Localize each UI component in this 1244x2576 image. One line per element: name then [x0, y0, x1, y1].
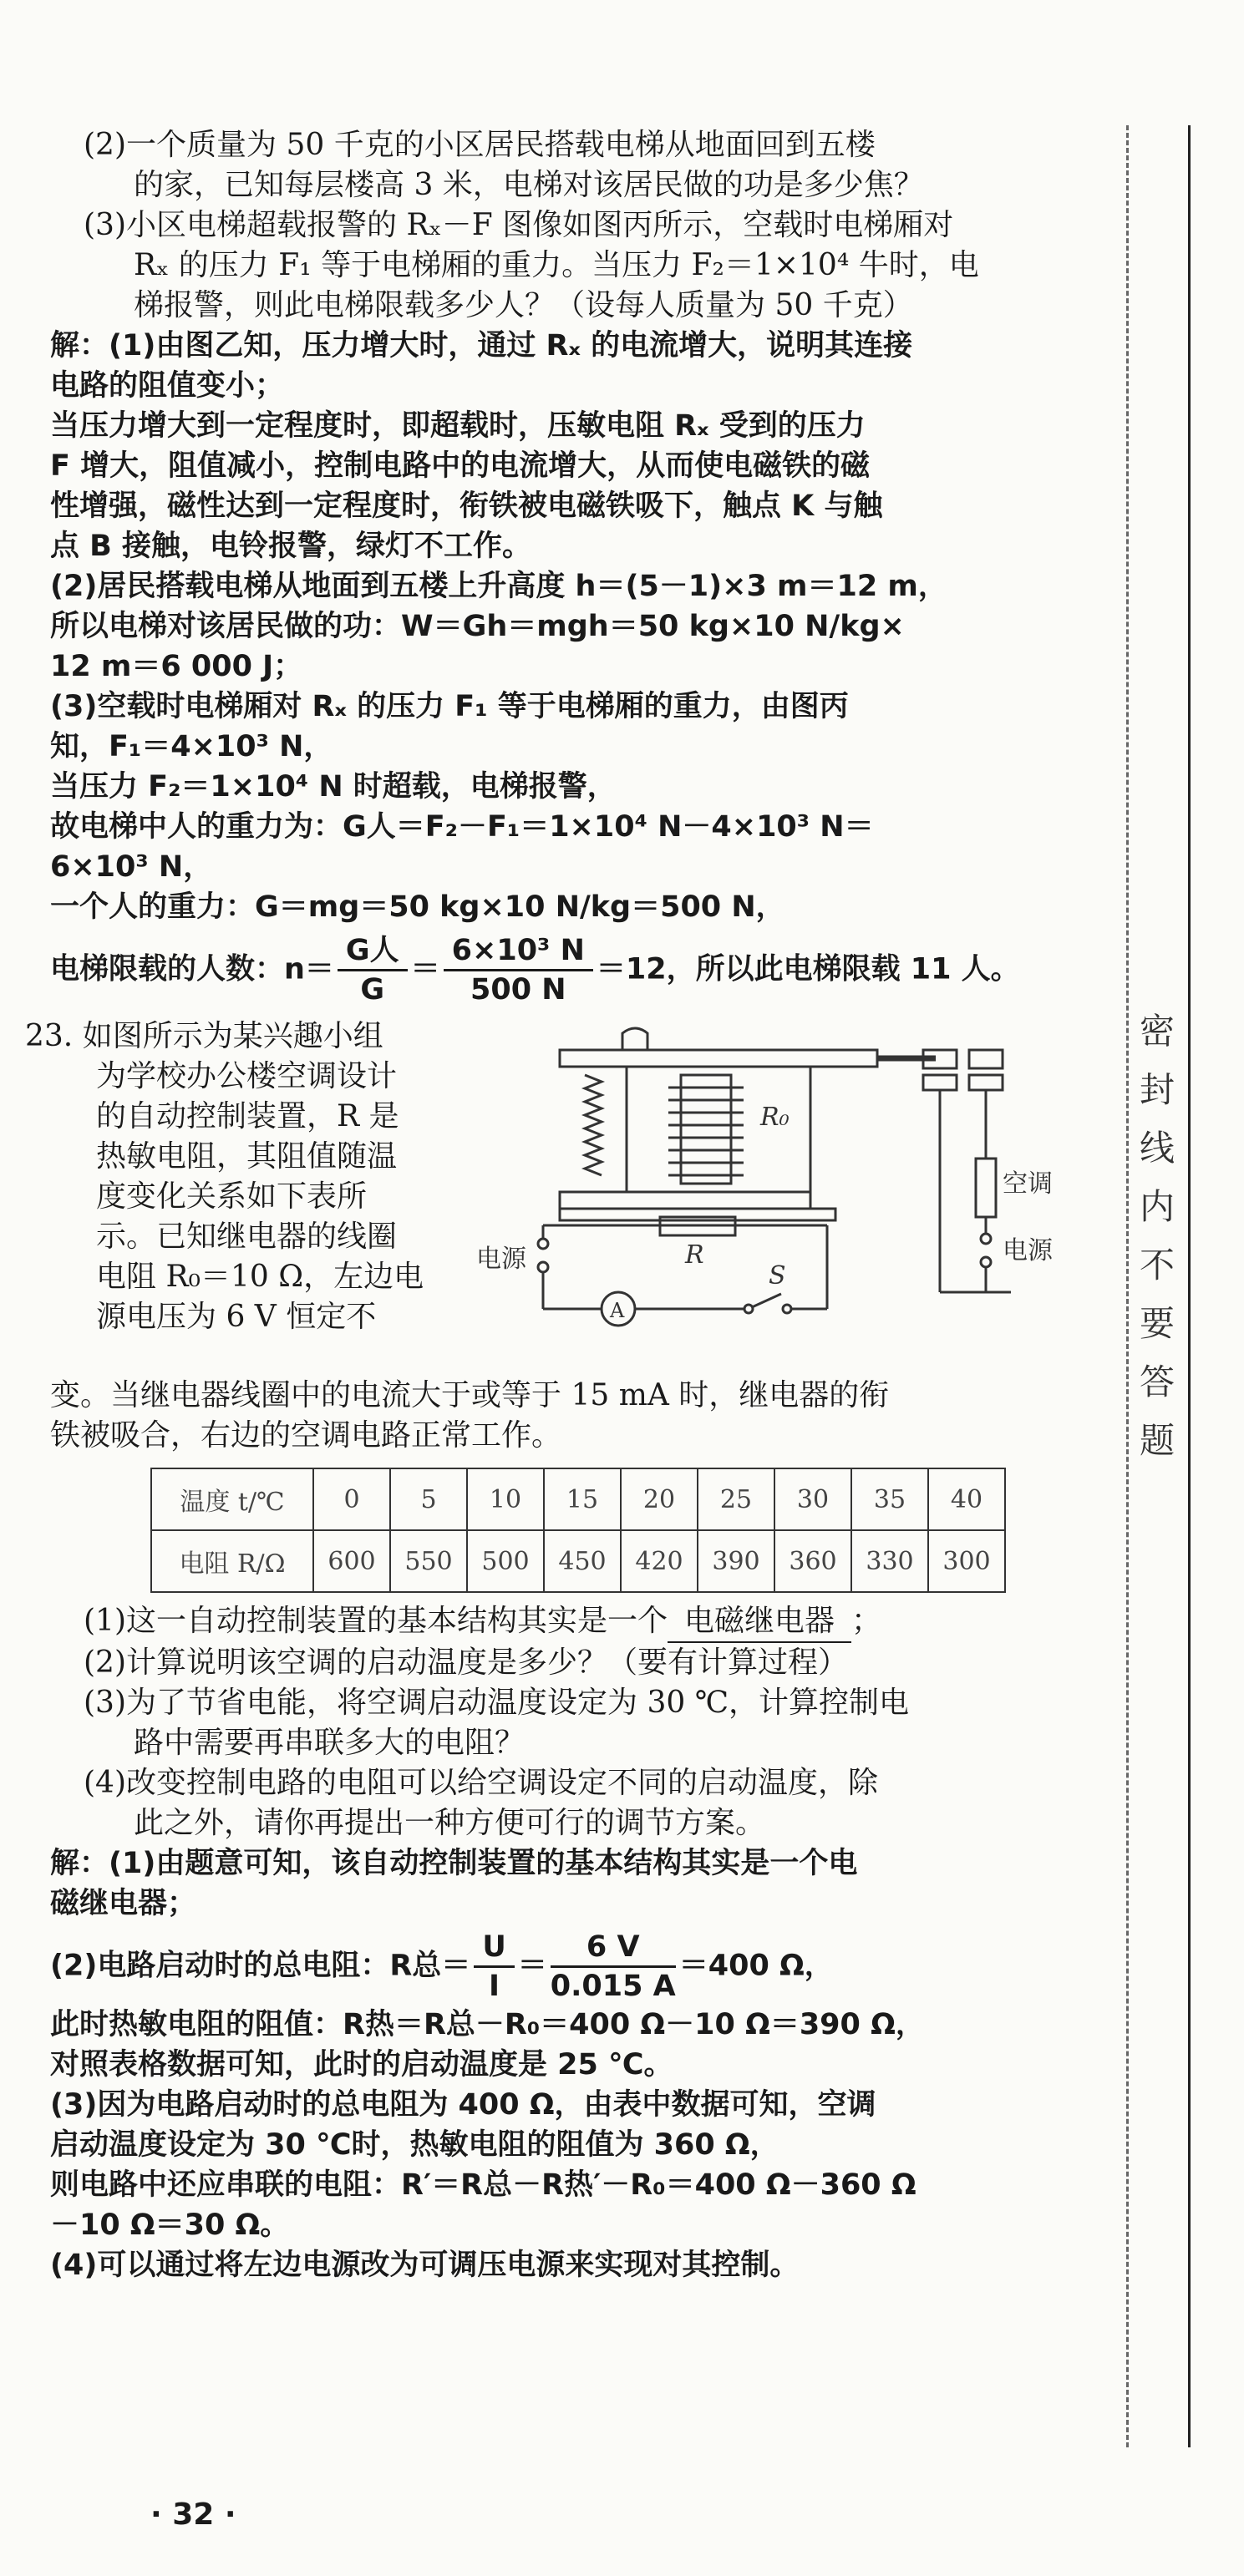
table-cell: 25: [698, 1468, 774, 1530]
q-prev-line: Rₓ 的压力 F₁ 等于电梯厢的重力。当压力 F₂＝1×10⁴ 牛时，电: [134, 248, 979, 282]
table-cell: 550: [390, 1530, 467, 1592]
denominator: 500 N: [470, 973, 566, 1007]
denominator: G: [360, 973, 385, 1007]
terminal: [981, 1257, 991, 1267]
seal-char: 封: [1139, 1069, 1175, 1110]
q23-line: 热敏电阻，其阻值随温: [96, 1139, 398, 1174]
seal-text: [1132, 1002, 1182, 1470]
problem-23: [25, 1017, 1078, 1376]
contact-top: [969, 1050, 1003, 1068]
label-r: R: [685, 1240, 704, 1270]
seal-char: 内: [1139, 1186, 1175, 1227]
q23-sub-1-end: ；: [851, 1604, 882, 1638]
solution-line: 一个人的重力：G＝mg＝50 kg×10 N/kg＝500 N，: [50, 890, 785, 924]
solution-line: 解：(1)由图乙知，压力增大时，通过 Rₓ 的电流增大，说明其连接: [50, 329, 913, 363]
q23-line: 为学校办公楼空调设计: [96, 1059, 398, 1093]
terminal: [538, 1239, 548, 1249]
table-cell: 30: [774, 1468, 851, 1530]
solution-line: 则电路中还应串联的电阻：R′＝R总－R热′－R₀＝400 Ω－360 Ω: [50, 2168, 916, 2202]
relay-knob: [622, 1028, 647, 1050]
armature-bar: [560, 1050, 877, 1067]
table-header: 电阻 R/Ω: [151, 1530, 313, 1592]
denominator: 0.015 A: [550, 1970, 676, 2003]
fraction: [551, 1929, 676, 2005]
table-cell: 500: [467, 1530, 544, 1592]
q23-line: 铁被吸合，右边的空调电路正常工作。: [50, 1418, 562, 1453]
equals: ＝: [517, 1949, 547, 1983]
table-cell: 600: [313, 1530, 390, 1592]
seal-dashed-line: [1126, 125, 1129, 2447]
solution-line: 性增强，磁性达到一定程度时，衔铁被电磁铁吸下，触点 K 与触: [50, 489, 883, 523]
contact-bottom: [969, 1075, 1003, 1090]
table-cell: 35: [851, 1468, 928, 1530]
table-cell: 10: [467, 1468, 544, 1530]
label-switch: S: [769, 1261, 786, 1291]
solution-line: 点 B 接触，电铃报警，绿灯不工作。: [50, 530, 532, 563]
solution-line: 对照表格数据可知，此时的启动温度是 25 ℃。: [50, 2048, 673, 2082]
equals: ＝: [410, 952, 440, 986]
q23-sub-2: (2)计算说明该空调的启动温度是多少？（要有计算过程）: [84, 1645, 848, 1680]
contact-bottom: [923, 1075, 957, 1090]
solution-line: 当压力 F₂＝1×10⁴ N 时超载，电梯报警，: [50, 770, 617, 804]
q23-line: 源电压为 6 V 恒定不: [96, 1300, 377, 1334]
q23-line: 示。已知继电器的线圈: [96, 1220, 398, 1254]
q23-sub-1-text: (1)这一自动控制装置的基本结构其实是一个: [84, 1604, 668, 1638]
air-conditioner: [976, 1159, 996, 1217]
solution-line: (3)空载时电梯厢对 Rₓ 的压力 F₁ 等于电梯厢的重力，由图丙: [50, 690, 849, 723]
switch-s: [752, 1294, 781, 1307]
solution-line: (3)因为电路启动时的总电阻为 400 Ω，由表中数据可知，空调: [50, 2088, 876, 2122]
fraction: [444, 932, 593, 1008]
q23-sub-3: (3)为了节省电能，将空调启动温度设定为 30 ℃，计算控制电: [84, 1686, 909, 1720]
table-cell: 420: [621, 1530, 698, 1592]
label-source-right: 电源: [1003, 1236, 1053, 1265]
q23-sub-4: (4)改变控制电路的电阻可以给空调设定不同的启动温度，除: [84, 1766, 878, 1800]
fraction: [338, 932, 408, 1008]
label-r0: R₀: [760, 1103, 790, 1132]
relay-circuit-diagram: [476, 1025, 1078, 1376]
numerator: U: [474, 1929, 514, 1968]
q23-sub-1: [50, 1601, 1078, 1643]
q-prev-line: (3)小区电梯超载报警的 Rₓ－F 图像如图丙所示，空载时电梯厢对: [84, 208, 954, 242]
base-plate: [560, 1209, 835, 1220]
seal-char: 题: [1139, 1420, 1175, 1461]
numerator: G人: [338, 932, 408, 971]
q23-line: 变。当继电器线圈中的电流大于或等于 15 mA 时，继电器的衔: [50, 1378, 890, 1412]
seal-char: 不: [1139, 1245, 1175, 1285]
table-cell: 360: [774, 1530, 851, 1592]
table-cell: 20: [621, 1468, 698, 1530]
solution-line: 启动温度设定为 30 ℃时，热敏电阻的阻值为 360 Ω，: [50, 2128, 779, 2162]
label-ac: 空调: [1003, 1169, 1053, 1199]
page-number: · 32 ·: [150, 2497, 236, 2532]
seal-char: 要: [1139, 1303, 1175, 1344]
table-cell: 15: [544, 1468, 621, 1530]
q23-sub-3: 路中需要再串联多大的电阻？: [134, 1726, 526, 1760]
table-cell: 390: [698, 1530, 774, 1592]
solution-line: 解：(1)由题意可知，该自动控制装置的基本结构其实是一个电: [50, 1847, 858, 1880]
label-ammeter: A: [610, 1299, 625, 1322]
solution-line: 磁继电器；: [50, 1887, 197, 1920]
terminal: [981, 1234, 991, 1244]
fraction: [474, 1929, 514, 2005]
denominator: I: [489, 1970, 500, 2003]
label-source-left: 电源: [476, 1245, 526, 1274]
solution-line: 所以电梯对该居民做的功：W＝Gh＝mgh＝50 kg×10 N/kg×: [50, 610, 905, 643]
q23-sub-4: 此之外，请你再提出一种方便可行的调节方案。: [134, 1806, 766, 1840]
solution-line: 6×10³ N，: [50, 850, 213, 884]
fraction-tail: ＝12，所以此电梯限载 11 人。: [596, 952, 1020, 986]
problem-23-text: [25, 1017, 518, 1337]
fraction-lead: (2)电路启动时的总电阻：R总＝: [50, 1949, 471, 1983]
solution-line: (4)可以通过将左边电源改为可调压电源来实现对其控制。: [50, 2249, 800, 2282]
electromagnet-core: [681, 1075, 731, 1184]
switch-contact: [783, 1305, 791, 1313]
table-cell: 5: [390, 1468, 467, 1530]
table-row: [151, 1530, 1005, 1592]
table-row: [151, 1468, 1005, 1530]
q-prev-line: 梯报警，则此电梯限载多少人？（设每人质量为 50 千克）: [134, 288, 913, 322]
solution-line: 12 m＝6 000 J；: [50, 650, 303, 683]
fraction-line: [50, 1929, 1078, 2005]
table-header: 温度 t/℃: [151, 1468, 313, 1530]
fraction-lead: 电梯限载的人数：n＝: [50, 952, 334, 986]
seal-char: 密: [1139, 1011, 1175, 1052]
temperature-resistance-table: [150, 1468, 1006, 1593]
solution-line: 此时热敏电阻的阻值：R热＝R总－R₀＝400 Ω－10 Ω＝390 Ω，: [50, 2008, 925, 2041]
solution-line: (2)居民搭载电梯从地面到五楼上升高度 h＝(5－1)×3 m＝12 m，: [50, 570, 947, 603]
solution-line: 当压力增大到一定程度时，即超载时，压敏电阻 Rₓ 受到的压力: [50, 409, 866, 443]
numerator: 6×10³ N: [444, 932, 593, 971]
solution-line: F 增大，阻值减小，控制电路中的电流增大，从而使电磁铁的磁: [50, 449, 871, 483]
q23-line: 度变化关系如下表所: [96, 1179, 368, 1214]
terminal: [538, 1262, 548, 1272]
seal-solid-line: [1188, 125, 1191, 2447]
base-bar: [560, 1192, 810, 1209]
spring: [585, 1075, 602, 1175]
seal-char: 线: [1139, 1128, 1175, 1169]
numerator: 6 V: [551, 1929, 676, 1968]
q23-line: 电阻 R₀＝10 Ω，左边电: [96, 1260, 424, 1294]
seal-char: 答: [1139, 1362, 1175, 1402]
q-prev-line: (2)一个质量为 50 千克的小区居民搭载电梯从地面回到五楼: [84, 128, 876, 162]
fraction-line: [50, 932, 1078, 1008]
q-prev-line: 的家，已知每层楼高 3 米，电梯对该居民做的功是多少焦？: [134, 168, 924, 202]
solution-line: 知，F₁＝4×10³ N，: [50, 730, 333, 763]
solution-line: 故电梯中人的重力为：G人＝F₂－F₁＝1×10⁴ N－4×10³ N＝: [50, 810, 874, 844]
q23-line: 23. 如图所示为某兴趣小组: [25, 1019, 383, 1053]
table-cell: 300: [928, 1530, 1005, 1592]
table-cell: 330: [851, 1530, 928, 1592]
fraction-tail: ＝400 Ω，: [678, 1949, 834, 1983]
solution-line: －10 Ω＝30 Ω。: [50, 2208, 290, 2242]
table-cell: 450: [544, 1530, 621, 1592]
content: [25, 125, 1078, 2285]
table-cell: 40: [928, 1468, 1005, 1530]
answer-blank: 电磁继电器: [668, 1601, 851, 1643]
solution-line: 电路的阻值变小；: [50, 369, 285, 403]
q23-line: 的自动控制装置，R 是: [96, 1099, 399, 1133]
table-cell: 0: [313, 1468, 390, 1530]
switch-pivot: [744, 1305, 753, 1313]
